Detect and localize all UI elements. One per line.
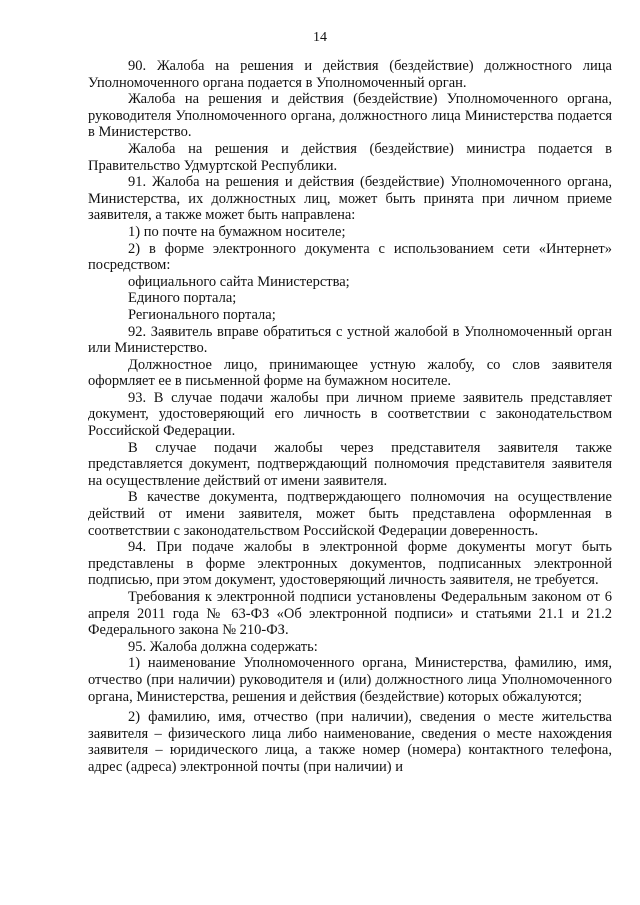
- document-body: [88, 58, 612, 776]
- paragraph-93-power-of-attorney: В качестве документа, подтверждающего полномочия на осуществление действий от имени заявителя, может быть представлена оформленная в соответствии с законодательством Российской Федерации доверенность.: [88, 489, 612, 539]
- list-item-electronic: 2) в форме электронного документа с использованием сети «Интернет» посредством:: [88, 240, 612, 274]
- paragraph-94: 94. При подаче жалобы в электронной форме документы могут быть представлены в форме электронных документов, подписанных электронной подписью, при этом документ, удостоверяющий личность заявителя, не требуется.: [88, 539, 612, 589]
- paragraph-93: 93. В случае подачи жалобы при личном приеме заявитель представляет документ, удостоверяющий его личность в соответствии с законодательством Российской Федерации.: [88, 389, 612, 440]
- paragraph-92-oral: Должностное лицо, принимающее устную жалобу, со слов заявителя оформляет ее в письменной форме на бумажном носителе.: [88, 356, 612, 390]
- list-item-regional-portal: Регионального портала;: [128, 306, 276, 323]
- paragraph-90: 90. Жалоба на решения и действия (бездействие) должностного лица Уполномоченного органа подается в Уполномоченный орган.: [88, 58, 612, 91]
- paragraph-91: 91. Жалоба на решения и действия (бездействие) Уполномоченного органа, Министерства, их должностных лиц, может быть принята при личном приеме заявителя, а также может быть направлена:: [88, 174, 612, 224]
- paragraph-92: 92. Заявитель вправе обратиться с устной жалобой в Уполномоченный орган или Министерство.: [88, 323, 612, 357]
- list-item-ministry-site: официального сайта Министерства;: [128, 273, 350, 290]
- list-item-unified-portal: Единого портала;: [128, 290, 237, 307]
- list-item-95-2: 2) фамилию, имя, отчество (при наличии), сведения о месте жительства заявителя – физического лица либо наименование, сведения о месте нахождения заявителя – юридического лица, а также номер (номера) контактного телефона, адрес (адреса) электронной почты (при наличии) и: [88, 709, 612, 775]
- paragraph-94-signature: Требования к электронной подписи установлены Федеральным законом от 6 апреля 2011 года № 63-ФЗ «Об электронной подписи» и статьями 21.1 и 21.2 Федерального закона № 210-ФЗ.: [88, 589, 612, 639]
- paragraph-93-representative: В случае подачи жалобы через представителя заявителя также представляется документ, подтверждающий полномочия представителя заявителя на осуществление действий от имени заявителя.: [88, 439, 612, 489]
- paragraph-90-minister: Жалоба на решения и действия (бездействие) министра подается в Правительство Удмуртской Республики.: [88, 140, 612, 174]
- page-number: 14: [313, 30, 327, 45]
- list-item-95-1: 1) наименование Уполномоченного органа, Министерства, фамилию, имя, отчество (при наличии) руководителя и (или) должностного лица Уполномоченного органа, Министерства, решения и действия (бездействие) которых обжалуются;: [88, 655, 612, 705]
- list-item-post: 1) по почте на бумажном носителе;: [128, 223, 346, 240]
- paragraph-95: 95. Жалоба должна содержать:: [128, 638, 318, 655]
- paragraph-90-ministry: Жалоба на решения и действия (бездействие) Уполномоченного органа, руководителя Уполномоченного органа, должностного лица Министерства подается в Министерство.: [88, 91, 612, 141]
